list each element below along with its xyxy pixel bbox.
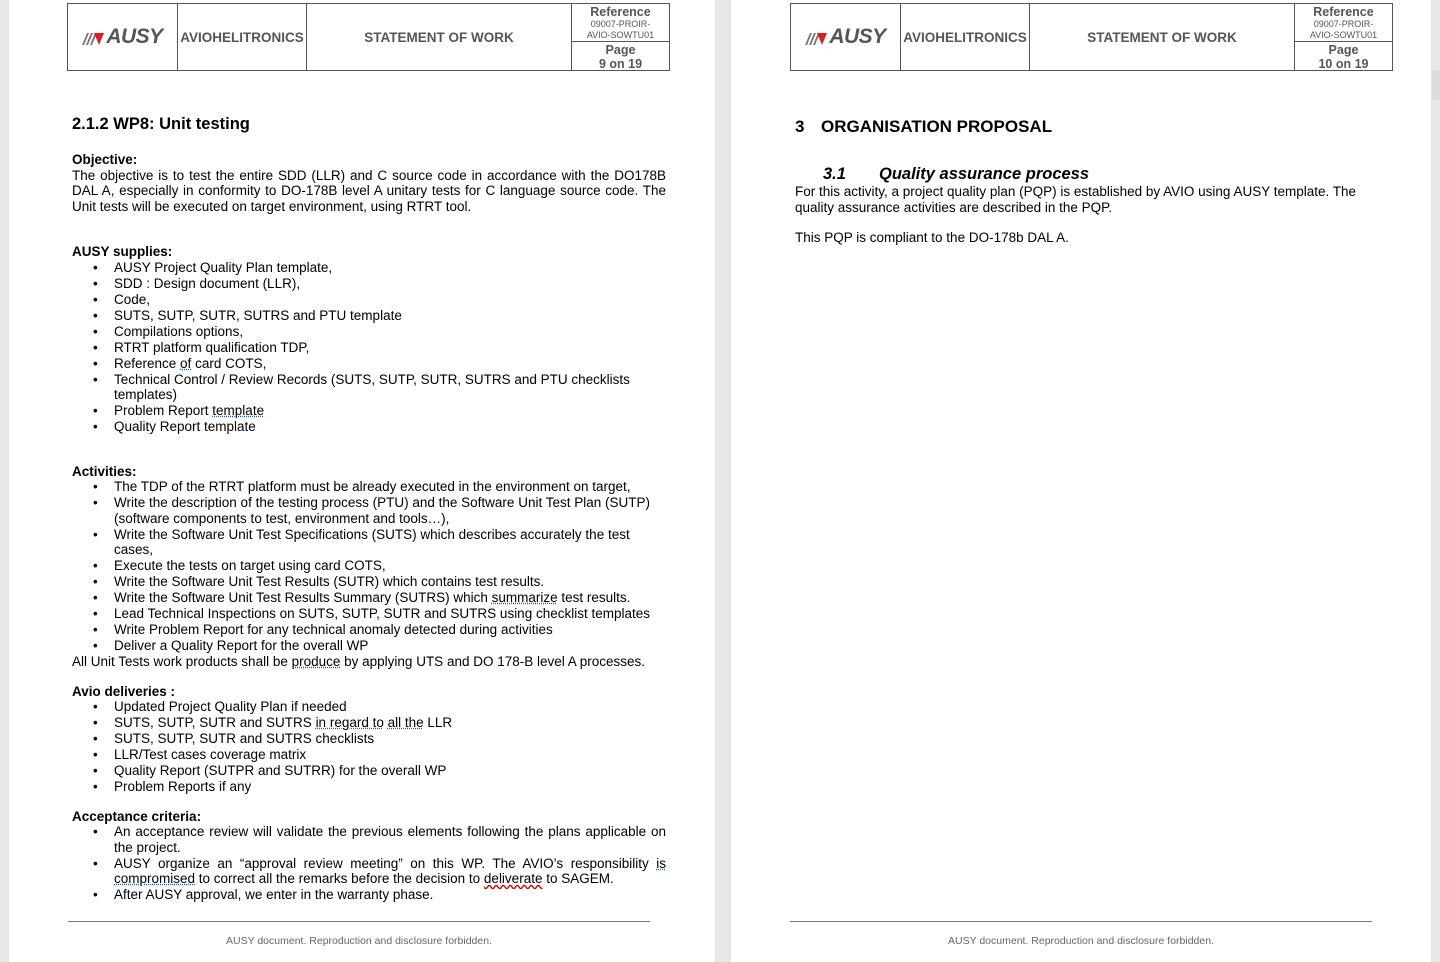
reference-cell [1295, 4, 1392, 70]
spelling-flag: deliverate [483, 871, 543, 886]
list-item: • Quality Report template [114, 419, 666, 435]
reference-code-line1: 09007-PROIR- [590, 18, 651, 29]
section-title: Quality assurance process [879, 165, 1090, 183]
logo-cell [791, 4, 901, 70]
grammar-flag: produce [291, 654, 341, 669]
objective-label: Objective: [72, 152, 138, 167]
chapter-title: ORGANISATION PROPOSAL [821, 117, 1053, 136]
page-header [790, 3, 1393, 71]
list-item: • LLR/Test cases coverage matrix [114, 747, 666, 763]
footer-text: AUSY document. Reproduction and disclosure forbidden. [226, 935, 492, 947]
deliveries-label: Avio deliveries : [72, 683, 176, 699]
supplies-list [72, 260, 666, 435]
ausy-logo-mark-icon [805, 29, 827, 45]
grammar-flag: of [180, 355, 192, 371]
list-item: • RTRT platform qualification TDP, [114, 340, 666, 356]
list-item: • Deliver a Quality Report for the overall WP [114, 638, 666, 654]
paragraph: This PQP is compliant to the DO-178b DAL A. [795, 230, 1069, 245]
list-item: • Updated Project Quality Plan if needed [114, 699, 666, 715]
paragraph: For this activity, a project quality plan (PQP) is established by AVIO using AUSY template. The quality assurance activities are described in the PQP. [795, 184, 1357, 215]
list-item: • Code, [114, 292, 666, 308]
grammar-flag: all the [387, 715, 424, 730]
ausy-logo [82, 25, 162, 49]
list-item: • An acceptance review will validate the previous elements following the plans applicable on the project. [114, 824, 666, 855]
list-item: • After AUSY approval, we enter in the warranty phase. [114, 887, 666, 903]
grammar-flag: in regard to [315, 715, 384, 730]
reference-code-line1: 09007-PROIR- [1313, 18, 1374, 29]
reference-label: Reference [590, 4, 651, 19]
list-item: • Write the description of the testing process (PTU) and the Software Unit Test Plan (SUTP) (software components to test, environment and tools…), [114, 495, 666, 526]
ausy-logo-mark-icon [82, 29, 104, 45]
reference-cell [572, 4, 669, 70]
supplies-label: AUSY supplies: [72, 244, 173, 259]
list-item: • SUTS, SUTP, SUTR and SUTRS checklists [114, 731, 666, 747]
logo-cell [68, 4, 178, 70]
document-page-9 [9, 0, 715, 962]
section-heading: 2.1.2 WP8: Unit testing [72, 115, 250, 133]
list-item: • Lead Technical Inspections on SUTS, SUTP, SUTR and SUTRS using checklist templates [114, 606, 666, 622]
deliveries-list [72, 699, 666, 795]
reference-label: Reference [1313, 4, 1374, 19]
section-number: 3.1 [823, 165, 846, 183]
reference-code-line2: AVIO-SOWTU01 [1309, 29, 1378, 40]
section-heading [823, 164, 1390, 184]
footer-divider [790, 921, 1372, 922]
page-header [67, 3, 670, 71]
company-name: AVIOHELITRONICS [901, 4, 1030, 70]
page-label: Page [605, 42, 636, 57]
list-item: • Compilations options, [114, 324, 666, 340]
ausy-logo [805, 25, 885, 49]
acceptance-list [72, 824, 666, 903]
unit-tests-statement: All Unit Tests work products shall be produce by applying UTS and DO 178-B level A processes. [72, 654, 646, 669]
list-item: • Quality Report (SUTPR and SUTRR) for the overall WP [114, 763, 666, 779]
list-item: • Write the Software Unit Test Specifications (SUTS) which describes accurately the test cases, [114, 527, 666, 558]
objective-text: The objective is to test the entire SDD (LLR) and C source code in accordance with the DO178B DAL A, especially in conformity to DO-178B level A unitary tests for C language source code. The Unit tests will be executed on target environment, using RTRT tool. [72, 167, 666, 214]
page-number: 9 on 19 [598, 56, 643, 71]
list-item: • Execute the tests on target using card COTS, [114, 558, 666, 574]
list-item: • Technical Control / Review Records (SUTS, SUTP, SUTR, SUTRS and PTU checklists templates) [114, 372, 666, 403]
page-number: 10 on 19 [1318, 56, 1369, 71]
page-body [72, 114, 666, 903]
list-item: • SUTS, SUTP, SUTR and SUTRS in regard to all the LLR [114, 715, 666, 731]
list-item: • Problem Report template [114, 403, 666, 419]
grammar-flag: summarize [491, 590, 558, 605]
grammar-flag: template [212, 403, 265, 418]
chapter-number: 3 [795, 117, 805, 136]
list-item: • Write the Software Unit Test Results Summary (SUTRS) which summarize test results. [114, 590, 666, 606]
document-title: STATEMENT OF WORK [307, 4, 572, 70]
reference-code-line2: AVIO-SOWTU01 [586, 29, 655, 40]
scrollbar-edge [1432, 70, 1440, 100]
activities-label: Activities: [72, 463, 137, 479]
list-item: • AUSY Project Quality Plan template, [114, 260, 666, 276]
footer-text: AUSY document. Reproduction and disclosure forbidden. [948, 935, 1214, 947]
list-item: • Problem Reports if any [114, 779, 666, 795]
list-item: • SUTS, SUTP, SUTR, SUTRS and PTU template [114, 308, 666, 324]
document-page-10 [731, 0, 1431, 962]
page-label: Page [1328, 42, 1359, 57]
footer-divider [68, 921, 650, 922]
company-name: AVIOHELITRONICS [178, 4, 307, 70]
logo-text: AUSY [106, 25, 163, 48]
acceptance-label: Acceptance criteria: [72, 808, 202, 824]
list-item: • AUSY organize an “approval review meeting” on this WP. The AVIO’s responsibility is compromised to correct all the remarks before the decision to deliverate to SAGEM. [114, 856, 666, 887]
chapter-heading [795, 116, 1390, 138]
list-item: • Write the Software Unit Test Results (SUTR) which contains test results. [114, 574, 666, 590]
page-body [795, 116, 1390, 246]
list-item: • Write Problem Report for any technical anomaly detected during activities [114, 622, 666, 638]
document-title: STATEMENT OF WORK [1030, 4, 1295, 70]
list-item: • The TDP of the RTRT platform must be already executed in the environment on target, [114, 479, 666, 495]
logo-text: AUSY [829, 25, 886, 48]
list-item: • SDD : Design document (LLR), [114, 276, 666, 292]
activities-list [72, 479, 666, 654]
list-item: • Reference of card COTS, [114, 356, 666, 372]
grammar-flag: is compromised [114, 855, 666, 886]
